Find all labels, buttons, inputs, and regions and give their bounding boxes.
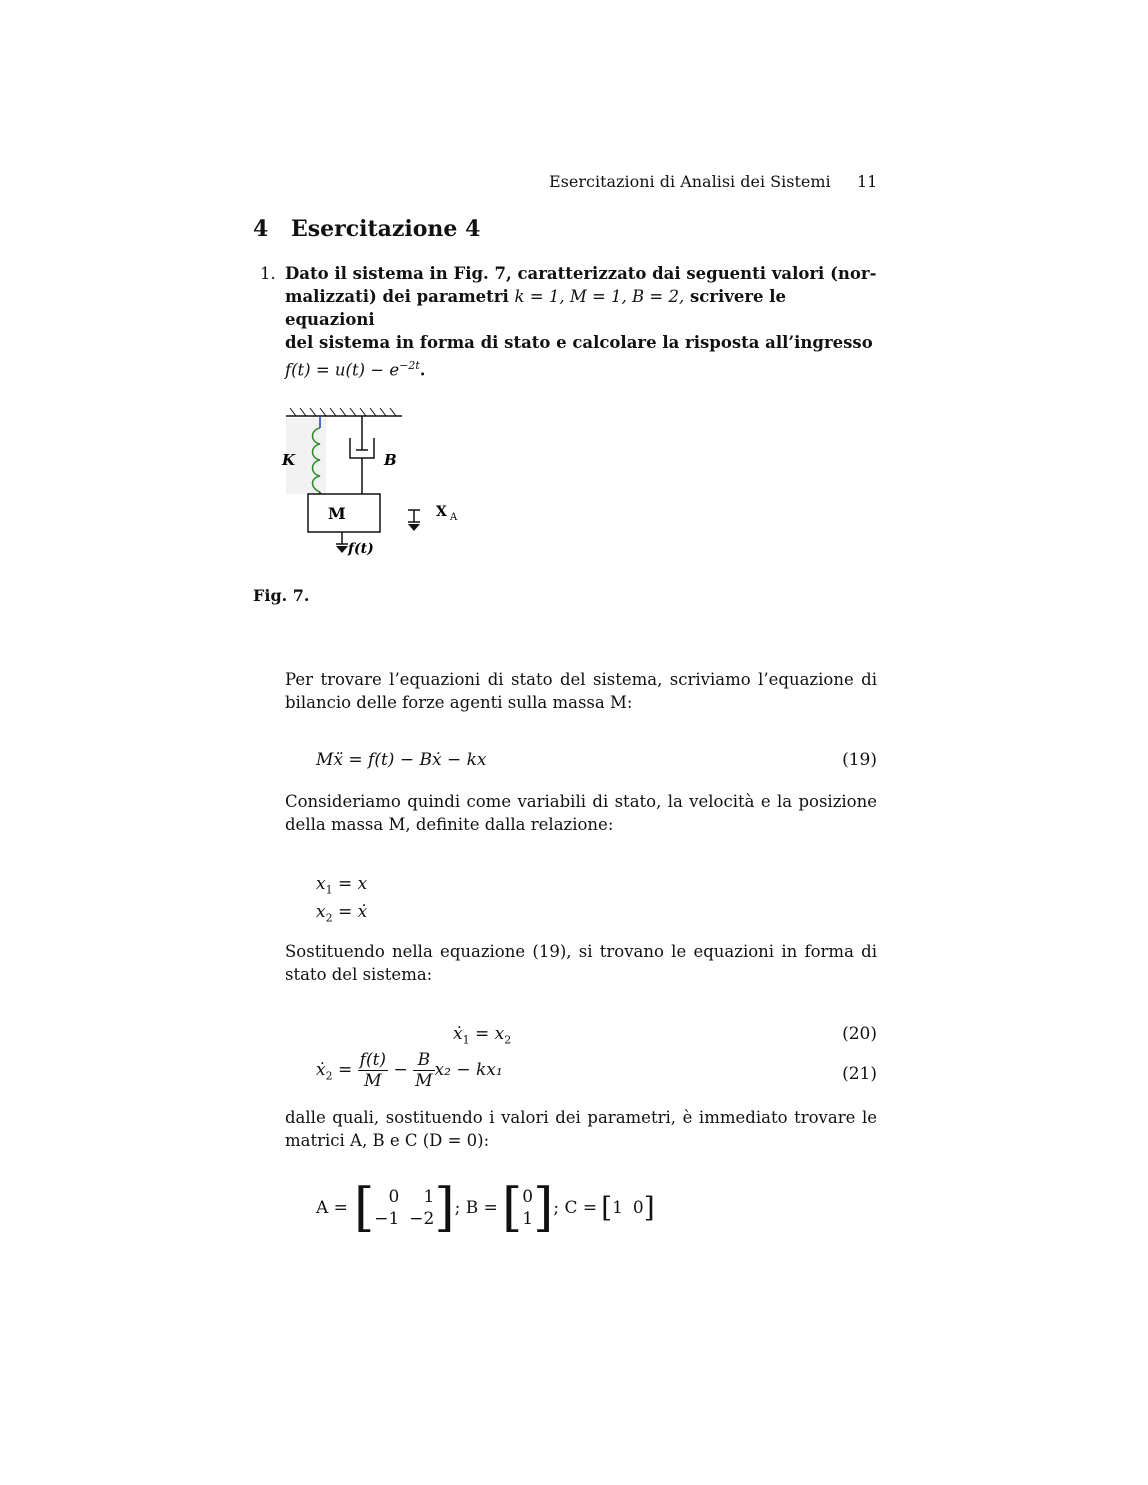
- fraction-numerator: B: [413, 1050, 434, 1071]
- matrix-cell: 1: [522, 1209, 534, 1229]
- fraction-denominator: M: [415, 1071, 433, 1091]
- matrix-a: [374, 1186, 434, 1230]
- exercise-line: [285, 285, 880, 331]
- equation-21: ẋ$_2$ = $\frac{f(t)}{M}$ − $\frac{B}{M}$ x₂ − kx₁: [316, 1050, 503, 1091]
- figure-caption: Fig. 7.: [253, 586, 310, 605]
- section-title: [253, 216, 480, 242]
- matrix-c: [612, 1197, 644, 1219]
- mass-label: M: [328, 504, 346, 523]
- state-space-matrices: A = [ 0 1 −1 −2 ] ; B = [ 0 1 ] ; C = [ 1 0 ]: [316, 1178, 655, 1238]
- x2-definition: = ẋ: [338, 902, 368, 922]
- equation-19: Mẍ = f(t) − Bẋ − kx: [316, 750, 487, 770]
- matrix-a-label: A =: [316, 1198, 348, 1218]
- spring-label: K: [282, 451, 296, 469]
- exercise-text: malizzati) dei parametri: [285, 287, 515, 306]
- displacement-label: X: [436, 504, 447, 520]
- displacement-subscript: A: [450, 512, 458, 523]
- matrix-cell: −1: [374, 1209, 400, 1229]
- matrix-b: [522, 1186, 533, 1230]
- matrix-cell: 1: [612, 1198, 623, 1218]
- exercise-enum: 1.: [260, 264, 276, 283]
- matrix-cell: −2: [409, 1209, 435, 1229]
- exercise-item: [260, 262, 880, 382]
- state-variable-x2: $x_2$ = ẋ: [316, 902, 368, 925]
- equation-20-rhs: = x: [475, 1024, 505, 1044]
- fraction-numerator: f(t): [359, 1050, 387, 1070]
- x1-definition: = x: [338, 874, 368, 894]
- matrix-cell: 0: [632, 1198, 644, 1218]
- paragraph-substitution: Sostituendo nella equazione (19), si trovano le equazioni in forma di stato del sistema:: [285, 942, 877, 984]
- matrix-c-label: ; C =: [553, 1198, 598, 1218]
- section-title-text: Esercitazione 4: [291, 216, 481, 242]
- exercise-text: scrivere le equazioni: [285, 287, 787, 329]
- state-variable-x1: $x_1 = x$: [316, 874, 368, 897]
- input-exponent: −2t: [399, 359, 420, 372]
- force-arrow-icon: [336, 546, 348, 553]
- page-number: 11: [857, 172, 878, 191]
- damper-label: B: [384, 451, 397, 469]
- running-head: Esercitazioni di Analisi dei Sistemi: [549, 172, 831, 191]
- equation-20-number: (20): [842, 1024, 877, 1044]
- paragraph-matrices: dalle quali, sostituendo i valori dei parametri, è immediato trovare le matrici A, B e C (D = 0):: [285, 1108, 877, 1150]
- input-function: f(t) = u(t) − e: [285, 360, 400, 380]
- exercise-text: .: [419, 360, 426, 380]
- paragraph-state-variables: Consideriamo quindi come variabili di stato, la velocità e la posizione della massa M, definite dalla relazione:: [285, 792, 877, 834]
- matrix-cell: 1: [423, 1187, 435, 1207]
- equation-20: ẋ$_1$ = $x_2$: [453, 1024, 512, 1047]
- equation-19-number: (19): [842, 750, 877, 770]
- exercise-line: del sistema in forma di stato e calcolare la risposta all’ingresso: [285, 333, 873, 352]
- equation-21-tail: x₂ − kx₁: [434, 1060, 503, 1080]
- equation-21-number: (21): [842, 1064, 877, 1084]
- displacement-arrow-icon: [408, 524, 420, 531]
- mass-spring-damper-figure: [278, 398, 478, 568]
- force-label: f(t): [348, 541, 374, 557]
- section-number: 4: [253, 216, 269, 242]
- matrix-cell: 0: [522, 1187, 534, 1207]
- exercise-line: [285, 354, 880, 382]
- exercise-line: Dato il sistema in Fig. 7, caratterizzato dai seguenti valori (nor-: [285, 264, 877, 283]
- matrix-cell: 0: [388, 1187, 400, 1207]
- fraction-denominator: M: [364, 1071, 382, 1091]
- paragraph-force-balance: Per trovare l’equazioni di stato del sistema, scriviamo l’equazione di bilancio delle forze agenti sulla massa M:: [285, 670, 877, 712]
- matrix-b-label: ; B =: [454, 1198, 498, 1218]
- parameter-values: k = 1, M = 1, B = 2,: [514, 287, 685, 306]
